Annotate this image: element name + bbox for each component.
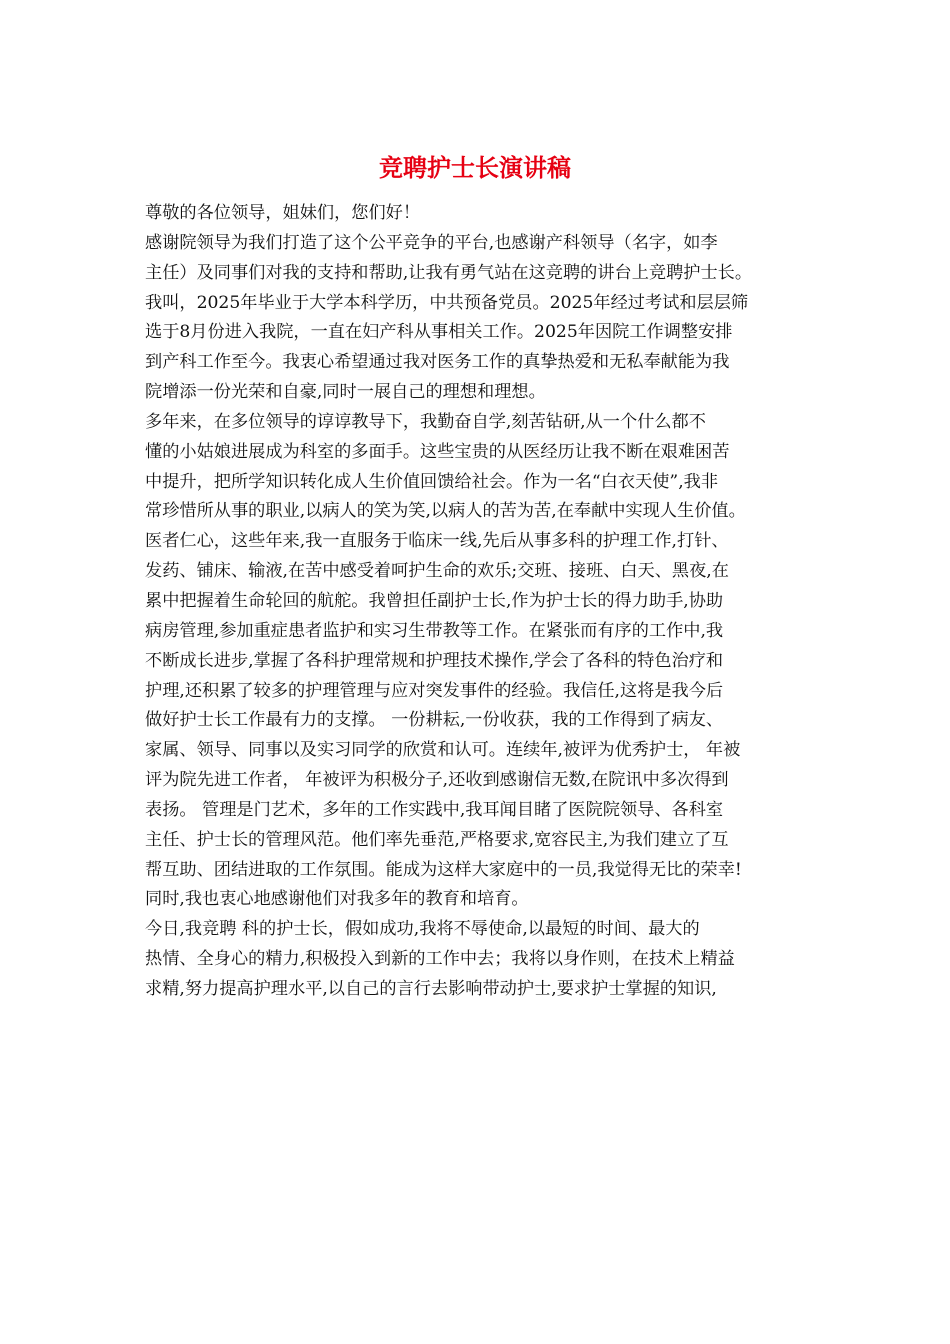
text-line: 累中把握着生命轮回的航舵。我曾担任副护士长,作为护士长的得力助手,协助 [145,590,724,611]
text-line: 多年来，在多位领导的谆谆教导下，我勤奋自学,刻苦钻研,从一个什么都不 [145,411,706,432]
text-line: 发药、铺床、输液,在苦中感受着呵护生命的欢乐;交班、接班、白天、黑夜,在 [145,561,729,582]
text-line: 主任、护士长的管理风范。他们率先垂范,严格要求,宽容民主,为我们建立了互 [145,829,729,850]
text-line: 主任）及同事们对我的支持和帮助,让我有勇气站在这竞聘的讲台上竞聘护士长。 [145,262,753,283]
text-line: 家属、领导、同事以及实习同学的欣赏和认可。连续年,被评为优秀护士， 年被 [145,740,741,761]
text-line: 做好护士长工作最有力的支撑。 一份耕耘,一份收获，我的工作得到了病友、 [145,710,724,731]
text-line: 选于8月份进入我院，一直在妇产科从事相关工作。2025年因院工作调整安排 [145,322,733,343]
text-line: 感谢院领导为我们打造了这个公平竞争的平台,也感谢产科领导（名字，如李 [145,232,718,253]
text-line: 表扬。 管理是门艺术，多年的工作实践中,我耳闻目睹了医院院领导、各科室 [145,799,724,820]
text-line: 不断成长进步,掌握了各科护理常规和护理技术操作,学会了各科的特色治疗和 [145,650,724,671]
text-line: 热情、全身心的精力,积极投入到新的工作中去；我将以身作则，在技术上精益 [145,949,735,970]
text-line: 今日,我竞聘 科的护士长，假如成功,我将不辱使命,以最短的时间、最大的 [145,919,700,940]
text-line: 尊敬的各位领导，姐妹们，您们好！ [145,203,421,223]
text-line: 帮互助、团结进取的工作氛围。能成为这样大家庭中的一员,我觉得无比的荣幸! [145,859,742,880]
text-line: 常珍惜所从事的职业,以病人的笑为笑,以病人的苦为苦,在奉献中实现人生价值。 [145,501,746,522]
text-line: 病房管理,参加重症患者监护和实习生带教等工作。在紧张而有序的工作中,我 [145,620,724,641]
document-title: 竞聘护士长演讲稿 [379,153,571,182]
document-body [145,199,825,1005]
text-line: 求精,努力提高护理水平,以自己的言行去影响带动护士,要求护士掌握的知识, [145,978,717,999]
text-line: 中提升，把所学知识转化成人生价值回馈给社会。作为一名“白衣天使”,我非 [145,471,719,492]
text-line: 我叫，2025年毕业于大学本科学历，中共预备党员。2025年经过考试和层层筛 [145,292,749,313]
text-line: 医者仁心，这些年来,我一直服务于临床一线,先后从事多科的护理工作,打针、 [145,531,729,552]
text-line: 院增添一份光荣和自豪,同时一展自己的理想和理想。 [145,382,546,403]
text-line: 评为院先进工作者， 年被评为积极分子,还收到感谢信无数,在院讯中多次得到 [145,770,729,791]
text-line: 懂的小姑娘进展成为科室的多面手。这些宝贵的从医经历让我不断在艰难困苦 [145,441,730,462]
text-line: 到产科工作至今。我衷心希望通过我对医务工作的真挚热爱和无私奉献能为我 [145,352,730,373]
text-line: 同时,我也衷心地感谢他们对我多年的教育和培育。 [145,889,529,910]
text-line: 护理,还积累了较多的护理管理与应对突发事件的经验。我信任,这将是我今后 [145,680,724,701]
